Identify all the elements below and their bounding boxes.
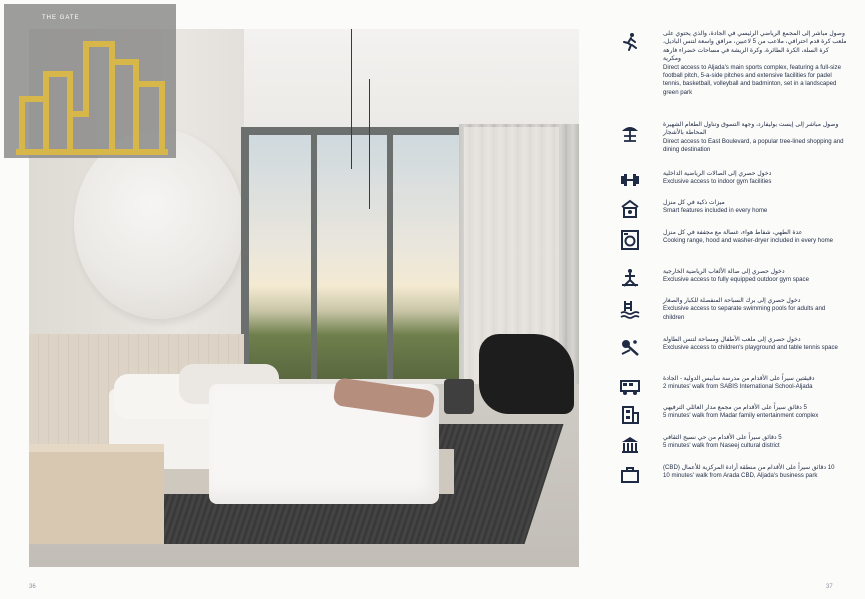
feature-text-english: 5 minutes' walk from Naseej cultural district (663, 442, 780, 450)
feature-text-arabic: وصول مباشر إلى إيست بوليفارد، وجهة التسوق وتناول الطعام الشهيرة المحاطة بالأشجار (663, 121, 839, 137)
feature-text-english: Exclusive access to children's playground and table tennis space (663, 344, 838, 352)
shopping-umbrella-icon (620, 123, 640, 143)
feature-text-english: 10 minutes' walk from Arada CBD, Aljada's business park (663, 472, 818, 480)
page-number-left: 36 (29, 584, 36, 590)
cultural-district-icon (620, 435, 640, 455)
school-bus-icon (620, 376, 640, 396)
feature-text-arabic: 10 دقائق سيراً على الأقدام من منطقة أرادة المركزية للأعمال (CBD) (663, 464, 835, 471)
feature-text-arabic: 5 دقائق سيراً على الأقدام من حي نسيج الثقافي (663, 434, 782, 441)
feature-text-arabic: دخول حصري إلى صالة الألعاب الرياضية الخارجية (663, 268, 785, 275)
feature-text-arabic: دقيقتين سيراً على الأقدام من مدرسة سابيس الدولية - الجادة (663, 375, 815, 382)
sideboard (29, 444, 164, 544)
page-number-right: 37 (826, 584, 833, 590)
table-tennis-icon (620, 338, 640, 358)
feature-text-english: Exclusive access to fully equipped outdoor gym space (663, 276, 809, 284)
feature-text-english: 5 minutes' walk from Madar family entertainment complex (663, 412, 819, 420)
feature-text-arabic: ميزات ذكية في كل منزل (663, 199, 725, 206)
window-pane (249, 135, 311, 379)
window-pane (317, 135, 387, 379)
feature-text-arabic: وصول مباشر إلى المجمع الرياضي الرئيسي في الجادة، والذي يحتوي على ملعب كرة قدم احترافي، ملاعب من 5 لاعبين، مرافق واسعة لتنس الباديل، كرة السلة، الكرة الطائرة، وكرة الريشة في مساحات خضراء فارهة ومكرية (663, 30, 847, 63)
feature-text-arabic: دخول حصري إلى ملعب الأطفال ومساحة لتنس الطاولة (663, 336, 801, 343)
feature-text-english: Exclusive access to separate swimming pools for adults and children (663, 305, 826, 321)
feature-text-english: Direct access to Aljada's main sports complex, featuring a full-size football pitch, 5-a-side pitches and extensive facilities for padel tennis, basketball, volleyball and badminton, set in a landscaped green park (663, 63, 841, 96)
feature-text-english: Direct access to East Boulevard, a popular tree-lined shopping and dining destination (663, 137, 844, 154)
feature-text-english: Cooking range, hood and washer-dryer included in every home (663, 237, 834, 245)
running-person-icon (620, 32, 640, 52)
briefcase-icon (620, 465, 640, 485)
feature-text-english: 2 minutes' walk from SABIS International School-Aljada (663, 383, 813, 391)
feature-text-arabic: 5 دقائق سيراً على الأقدام من مجمع مدار العائلي الترفيهي (663, 404, 807, 411)
outdoor-gym-icon (620, 268, 640, 288)
swimming-pool-icon (620, 299, 640, 319)
pendant-wire (351, 29, 352, 169)
feature-text-arabic: دخول حصري إلى الصالات الرياضية الداخلية (663, 170, 772, 177)
feature-text-arabic: عدة الطهي، شفاط هواء، غسالة مع مجففة في كل منزل (663, 229, 803, 236)
pendant-wire (369, 79, 370, 209)
feature-text-english: Exclusive access to indoor gym facilities (663, 178, 772, 186)
washing-machine-icon (620, 230, 640, 250)
logo-mark-icon (4, 4, 176, 158)
side-stool (444, 379, 474, 414)
smart-home-icon (620, 199, 640, 219)
dumbbell-icon (620, 170, 640, 190)
logo-overlay (4, 4, 176, 158)
logo-text: THE GATE (42, 15, 80, 21)
sideboard-top (29, 444, 164, 452)
entertainment-complex-icon (620, 405, 640, 425)
feature-text-english: Smart features included in every home (663, 207, 768, 215)
lounge-chair (479, 334, 574, 414)
window (241, 127, 479, 379)
feature-text-arabic: دخول حصري إلى برك السباحة المنفصلة للكبار والصغار (663, 297, 801, 304)
